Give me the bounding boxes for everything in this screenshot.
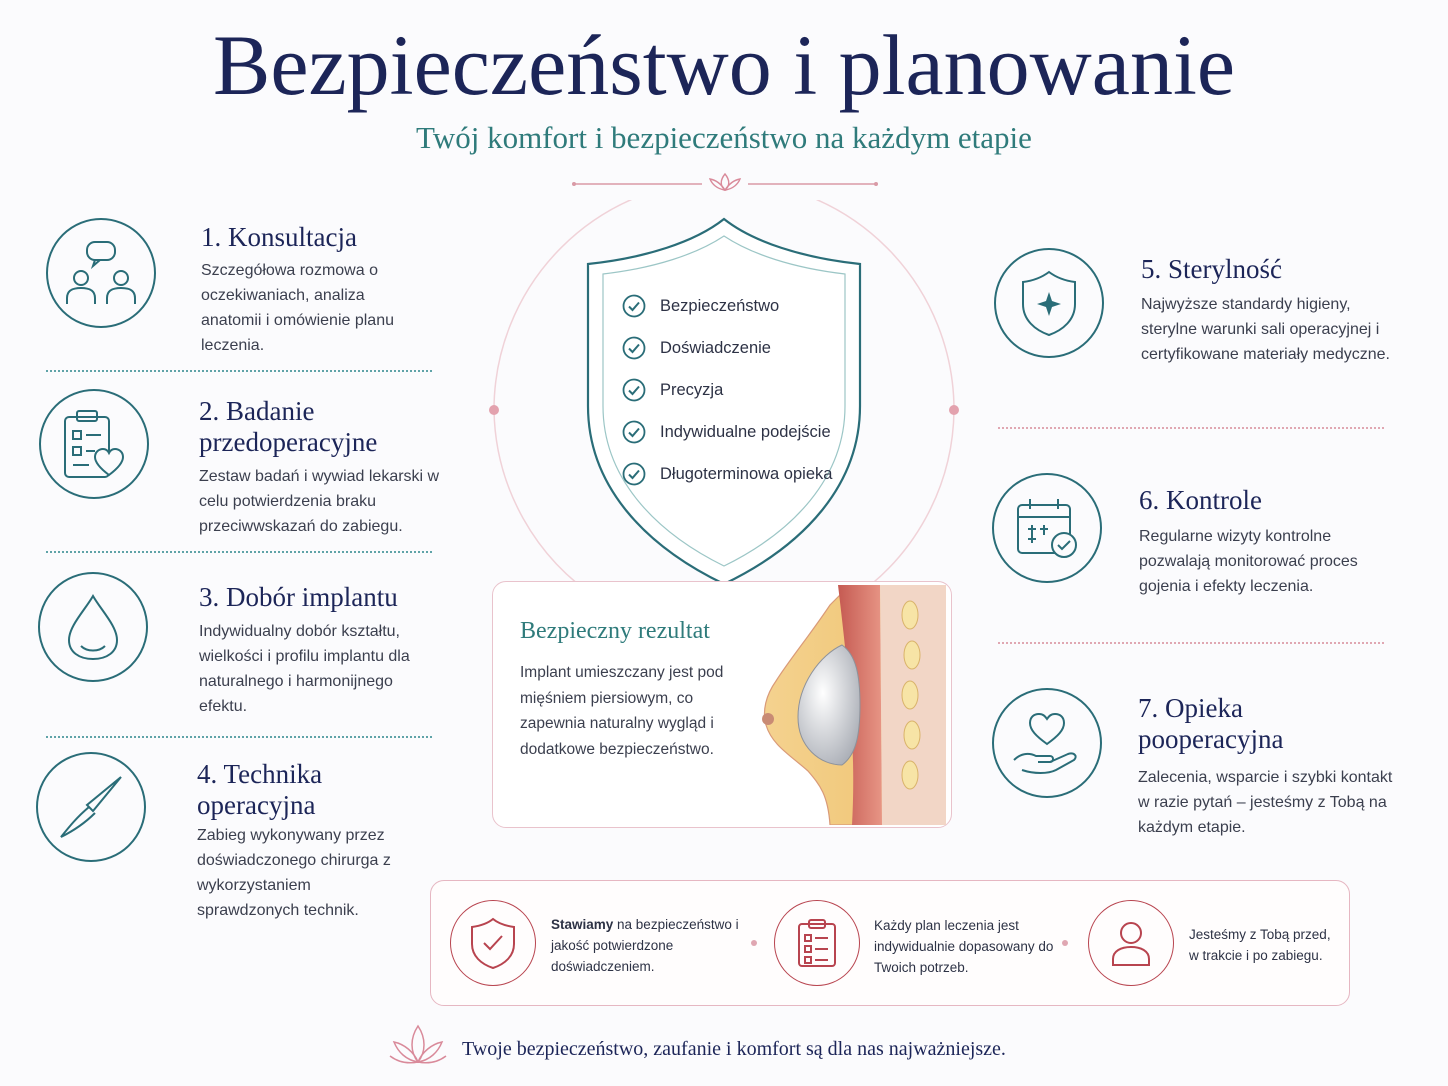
step-5-description: Najwyższe standardy higieny, sterylne warunki sali operacyjnej i certyfikowane materiały medyczne. xyxy=(1141,296,1390,363)
scalpel-icon xyxy=(55,771,127,843)
bottom-item-3-icon-circle xyxy=(1088,900,1174,986)
shield-item-label: Indywidualne podejście xyxy=(660,422,831,441)
step-4-title: 4. Technika operacyjna xyxy=(197,759,323,820)
footer-text: Twoje bezpieczeństwo, zaufanie i komfort są dla nas najważniejsze. xyxy=(462,1038,1006,1060)
divider xyxy=(46,736,432,738)
check-circle-icon xyxy=(622,462,646,486)
separator-dot xyxy=(751,940,757,946)
bottom-item-1-rest: na bezpieczeństwo i jakość potwierdzone doświadczeniem. xyxy=(551,917,739,974)
step-2-title: 2. Badanie przedoperacyjne xyxy=(199,396,378,457)
bottom-item-2-text: Każdy plan leczenia jest indywidualnie dopasowany do Twoich potrzeb. xyxy=(874,918,1054,975)
shield-item-longterm xyxy=(622,462,832,486)
shield-item-label: Długoterminowa opieka xyxy=(660,464,833,483)
check-circle-icon xyxy=(622,294,646,318)
shield-check-icon xyxy=(469,916,517,970)
checklist-icon xyxy=(796,917,838,969)
step-5-icon-circle xyxy=(994,248,1104,358)
step-6-description: Regularne wizyty kontrolne pozwalają monitorować proces gojenia i efekty leczenia. xyxy=(1139,528,1358,595)
step-6-icon-circle xyxy=(992,473,1102,583)
page-subtitle: Twój komfort i bezpieczeństwo na każdym etapie xyxy=(416,120,1032,155)
step-5-title: 5. Sterylność xyxy=(1141,254,1282,284)
shield-item-experience xyxy=(622,336,771,360)
divider xyxy=(998,427,1384,429)
divider xyxy=(46,551,432,553)
shield-item-individual xyxy=(622,420,831,444)
shield-sparkle-icon xyxy=(1019,268,1079,338)
step-2-icon-circle xyxy=(39,389,149,499)
implant-drop-icon xyxy=(63,592,123,662)
result-description: Implant umieszczany jest pod mięśniem piersiowym, co zapewnia naturalny wygląd i dodatkowe bezpieczeństwo. xyxy=(520,664,724,758)
shield-item-safety xyxy=(622,294,779,318)
person-icon xyxy=(1109,919,1153,967)
check-circle-icon xyxy=(622,420,646,444)
consultation-people-icon xyxy=(63,238,139,308)
step-3-description: Indywidualny dobór kształtu, wielkości i profilu implantu dla naturalnego i harmonijnego efektu. xyxy=(199,623,410,715)
step-1-icon-circle xyxy=(46,218,156,328)
breast-implant-illustration xyxy=(760,585,946,825)
step-7-description: Zalecenia, wsparcie i szybki kontakt w razie pytań – jesteśmy z Tobą na każdym etapie. xyxy=(1138,769,1393,836)
step-1-description: Szczegółowa rozmowa o oczekiwaniach, analiza anatomii i omówienie planu leczenia. xyxy=(201,262,394,354)
hand-heart-icon xyxy=(1010,710,1084,776)
bottom-item-2-icon-circle xyxy=(774,900,860,986)
step-7-title: 7. Opieka pooperacyjna xyxy=(1138,693,1284,754)
step-7-icon-circle xyxy=(992,688,1102,798)
bottom-item-1-bold: Stawiamy xyxy=(551,917,614,932)
bottom-item-1-icon-circle xyxy=(450,900,536,986)
step-3-icon-circle xyxy=(38,572,148,682)
calendar-check-icon xyxy=(1014,495,1080,561)
clipboard-heart-icon xyxy=(61,407,127,481)
lotus-divider-icon xyxy=(570,170,880,198)
separator-dot xyxy=(1062,940,1068,946)
bottom-item-1-text xyxy=(551,914,741,977)
shield-item-label: Precyzja xyxy=(660,380,724,399)
divider xyxy=(998,642,1384,644)
check-circle-icon xyxy=(622,378,646,402)
page-title: Bezpieczeństwo i planowanie xyxy=(212,17,1236,113)
step-1-title: 1. Konsultacja xyxy=(201,222,357,252)
lotus-icon xyxy=(388,1022,448,1074)
shield-item-precision xyxy=(622,378,723,402)
shield-item-label: Doświadczenie xyxy=(660,338,771,357)
step-4-description: Zabieg wykonywany przez doświadczonego chirurga z wykorzystaniem sprawdzonych technik. xyxy=(197,827,391,919)
step-4-icon-circle xyxy=(36,752,146,862)
bottom-item-3-text: Jesteśmy z Tobą przed, w trakcie i po zabiegu. xyxy=(1189,927,1331,963)
step-6-title: 6. Kontrole xyxy=(1139,485,1262,515)
divider xyxy=(46,370,432,372)
step-3-title: 3. Dobór implantu xyxy=(199,582,398,612)
step-2-description: Zestaw badań i wywiad lekarski w celu potwierdzenia braku przeciwwskazań do zabiegu. xyxy=(199,468,440,535)
shield-item-label: Bezpieczeństwo xyxy=(660,296,780,315)
shield-graphic xyxy=(585,216,863,588)
result-title: Bezpieczny rezultat xyxy=(520,618,710,644)
check-circle-icon xyxy=(622,336,646,360)
